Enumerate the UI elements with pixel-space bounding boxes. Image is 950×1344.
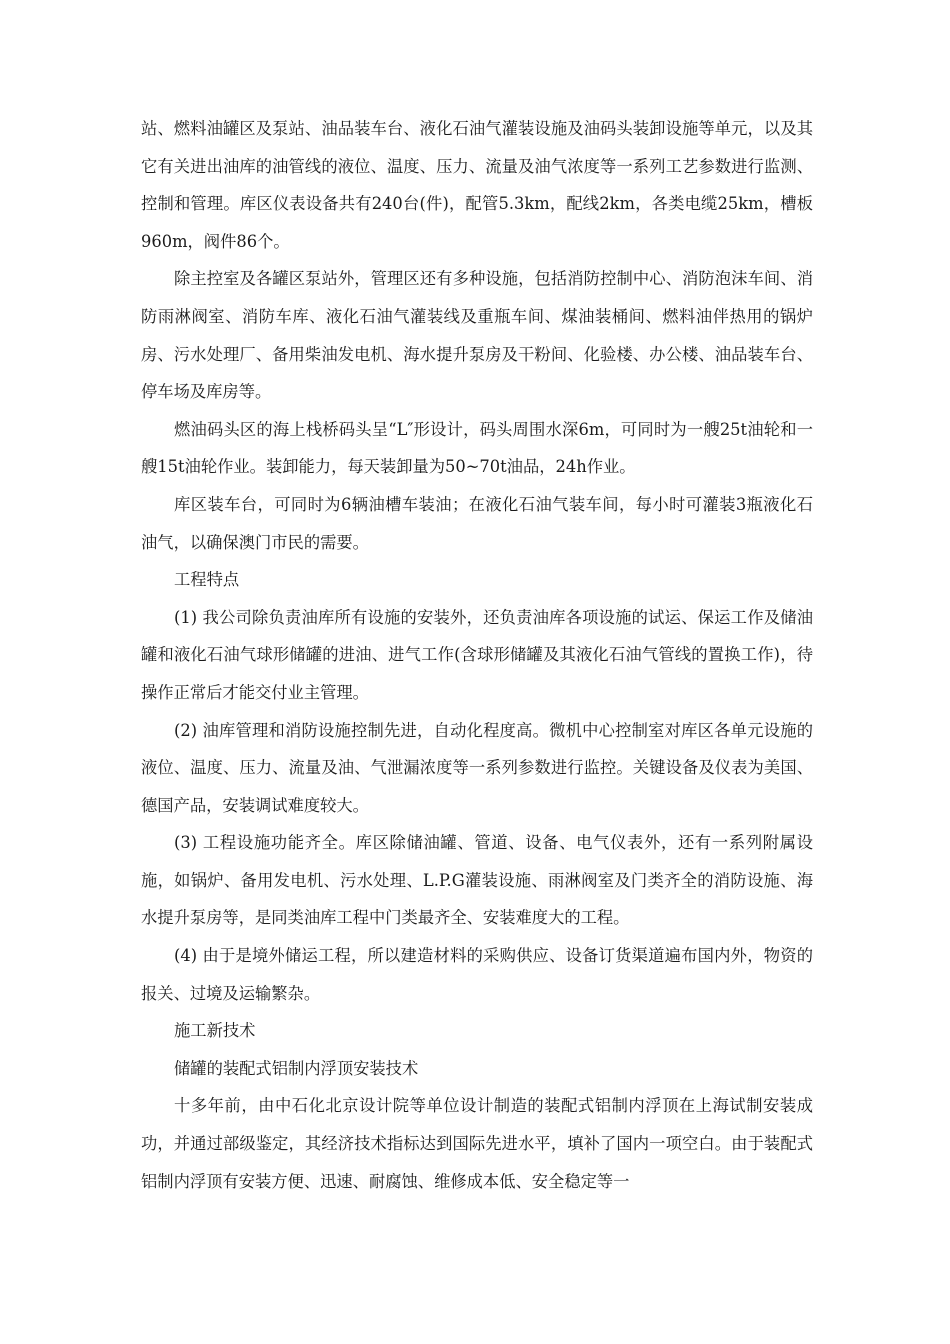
list-item: (1) 我公司除负责油库所有设施的安装外，还负责油库各项设施的试运、保运工作及储油罐和液化石油气球形储罐的进油、进气工作(含球形储罐及其液化石油气管线的置换工作)，待操作正常后才能交付业主管理。 — [141, 607, 813, 702]
body-paragraph: 十多年前，由中石化北京设计院等单位设计制造的装配式铝制内浮顶在上海试制安装成功，并通过部级鉴定，其经济技术指标达到国际先进水平，填补了国内一项空白。由于装配式铝制内浮顶有安装方便、迅速、耐腐蚀、维修成本低、安全稳定等一 — [141, 1096, 813, 1191]
body-paragraph: 库区装车台，可同时为6辆油槽车装油；在液化石油气装车间，每小时可灌装3瓶液化石油气，以确保澳门市民的需要。 — [141, 494, 813, 552]
body-paragraph: 除主控室及各罐区泵站外，管理区还有多种设施，包括消防控制中心、消防泡沫车间、消防雨淋阀室、消防车库、液化石油气灌装线及重瓶车间、煤油装桶间、燃料油伴热用的锅炉房、污水处理厂、备用柴油发电机、海水提升泵房及干粉间、化验楼、办公楼、油品装车台、停车场及库房等。 — [141, 269, 813, 402]
section-heading: 施工新技术 — [174, 1021, 256, 1041]
document-body — [141, 110, 813, 1200]
section-heading: 工程特点 — [174, 570, 240, 590]
list-item: (3) 工程设施功能齐全。库区除储油罐、管道、设备、电气仪表外，还有一系列附属设施，如锅炉、备用发电机、污水处理、L.P.G灌装设施、雨淋阀室及门类齐全的消防设施、海水提升泵房等，是同类油库工程中门类最齐全、安装难度大的工程。 — [141, 833, 813, 928]
subsection-heading: 储罐的装配式铝制内浮顶安装技术 — [174, 1058, 419, 1078]
list-item: (2) 油库管理和消防设施控制先进，自动化程度高。微机中心控制室对库区各单元设施的液位、温度、压力、流量及油、气泄漏浓度等一系列参数进行监控。关键设备及仪表为美国、德国产品，安装调试难度较大。 — [141, 720, 813, 815]
body-paragraph: 燃油码头区的海上栈桥码头呈“L″形设计，码头周围水深6m，可同时为一艘25t油轮和一艘15t油轮作业。装卸能力，每天装卸量为50~70t油品，24h作业。 — [141, 419, 813, 477]
body-paragraph: 站、燃料油罐区及泵站、油品装车台、液化石油气灌装设施及油码头装卸设施等单元，以及其它有关进出油库的油管线的液位、温度、压力、流量及油气浓度等一系列工艺参数进行监测、控制和管理。库区仪表设备共有240台(件)，配管5.3km，配线2km，各类电缆25km，槽板960m，阀件86个。 — [141, 119, 813, 251]
list-item: (4) 由于是境外储运工程，所以建造材料的采购供应、设备订货渠道遍布国内外，物资的报关、过境及运输繁杂。 — [141, 946, 813, 1003]
